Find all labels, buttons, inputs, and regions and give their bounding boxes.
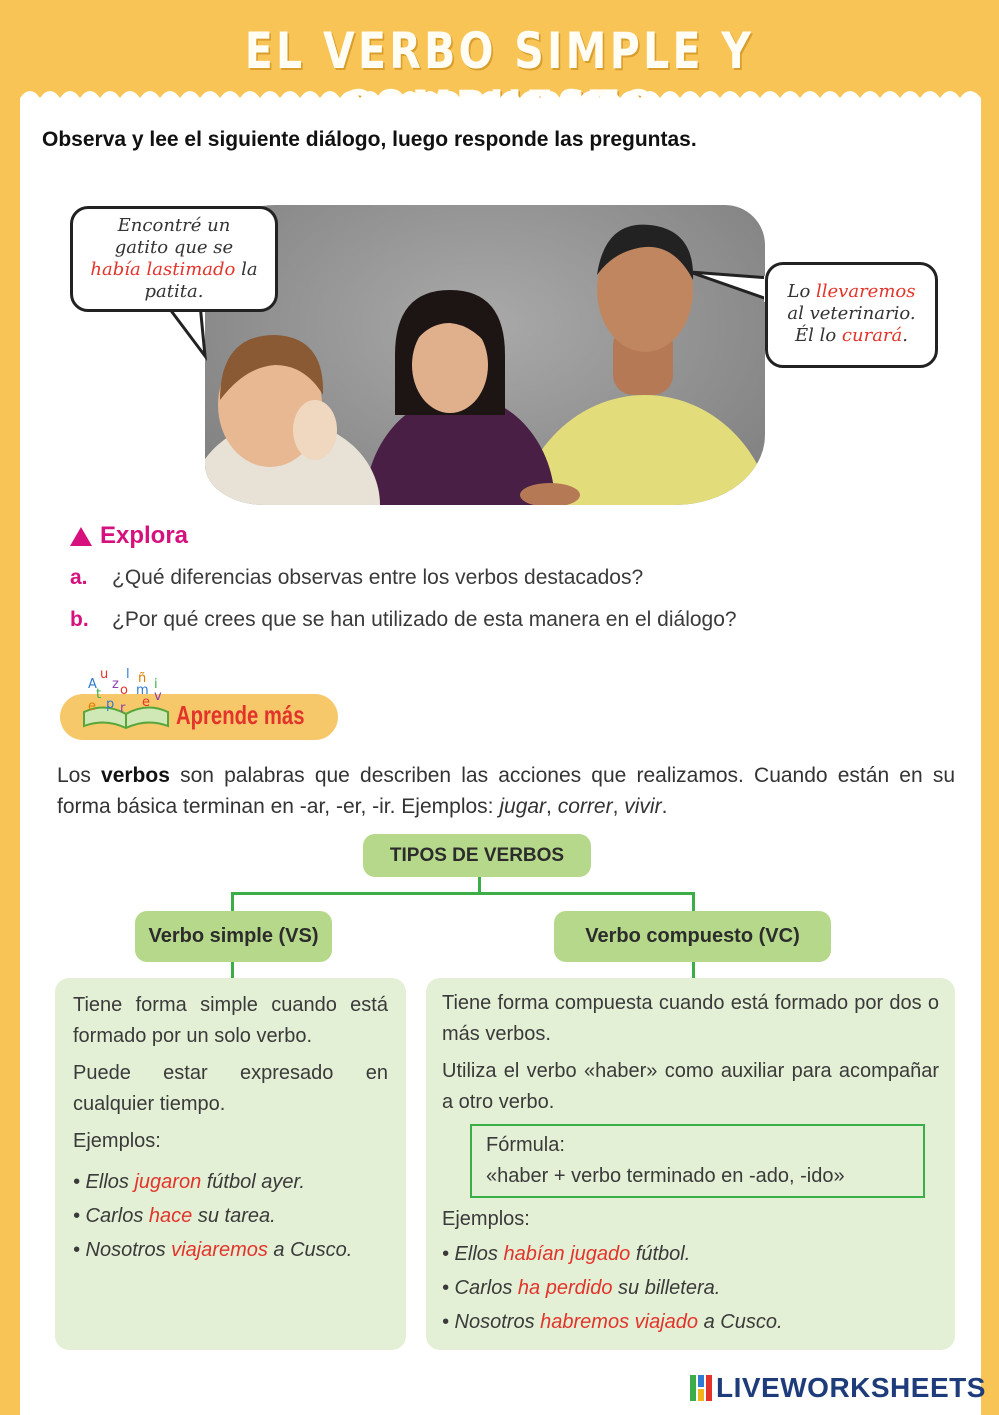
para-end: . (661, 795, 668, 818)
para-example-jugar: jugar (499, 795, 547, 818)
svg-text:i: i (154, 677, 158, 692)
para-example-vivir: vivir (624, 795, 662, 818)
compuesto-examples-label: Ejemplos: (442, 1208, 530, 1230)
triangle-icon (70, 527, 92, 546)
ex-pre: • Carlos (73, 1205, 149, 1227)
compuesto-example-1 (442, 1239, 939, 1270)
connector-right (692, 892, 695, 912)
svg-text:t: t (96, 687, 102, 702)
simple-desc-2: Puede estar expresado en cualquier tiempo. (73, 1062, 388, 1115)
question-a (70, 566, 643, 590)
family-photo (205, 205, 765, 505)
bubble-right-line3 (776, 325, 927, 347)
question-b-letter: b. (70, 608, 89, 631)
compuesto-example-3 (442, 1307, 939, 1338)
ex-pre: • Ellos (442, 1243, 504, 1265)
svg-text:o: o (120, 683, 128, 698)
ex-verb: jugaron (134, 1171, 202, 1193)
bubble-left-line3-rest: la (235, 259, 258, 280)
question-b-text: ¿Por qué crees que se han utilizado de esta manera en el diálogo? (112, 608, 737, 631)
connector-left-panel (231, 962, 234, 979)
formula-label: Fórmula: (486, 1134, 565, 1156)
formula-box (470, 1124, 925, 1198)
svg-text:p: p (106, 697, 115, 712)
bubble-right-line1 (776, 281, 927, 303)
speech-bubble-boy (70, 206, 278, 312)
question-a-letter: a. (70, 566, 88, 589)
compuesto-desc-2: Utiliza el verbo «haber» como auxiliar para acompañar a otro verbo. (442, 1060, 939, 1113)
highlighted-verb-curara: curará (841, 325, 903, 346)
ex-post: fútbol. (630, 1243, 691, 1265)
liveworksheets-text: LIVEWORKSHEETS (716, 1372, 986, 1403)
svg-text:l: l (126, 668, 130, 682)
ex-verb: habremos viajado (540, 1311, 699, 1333)
explora-heading (70, 522, 188, 550)
svg-text:e: e (142, 695, 150, 710)
speech-bubble-man (765, 262, 938, 368)
panel-verbo-simple (55, 978, 406, 1350)
para-sep-1: , (546, 795, 558, 818)
ex-pre: • Carlos (442, 1277, 518, 1299)
ex-verb: hace (148, 1205, 193, 1227)
svg-text:z: z (112, 677, 119, 692)
simple-desc-1: Tiene forma simple cuando está formado por un solo verbo. (73, 994, 388, 1047)
instruction-text: Observa y lee el siguiente diálogo, luego responde las preguntas. (42, 128, 697, 151)
bubble-left-line1: Encontré un (117, 215, 231, 236)
bubble-right-post3: . (902, 325, 909, 346)
simple-examples-label: Ejemplos: (73, 1130, 161, 1152)
simple-example-2 (73, 1201, 388, 1232)
ex-pre: • Ellos (73, 1171, 135, 1193)
para-bold-verbos: verbos (101, 764, 170, 787)
liveworksheets-icon (690, 1375, 712, 1401)
highlighted-verb-future: llevaremos (816, 281, 916, 302)
formula-text: «haber + verbo terminado en -ado, -ido» (486, 1165, 845, 1187)
family-illustration (205, 205, 765, 505)
ex-post: fútbol ayer. (201, 1171, 305, 1193)
simple-examples-list (73, 1167, 388, 1266)
scalloped-edge (0, 84, 999, 120)
verbo-simple-label: Verbo simple (VS) (135, 911, 332, 962)
ex-verb: ha perdido (517, 1277, 613, 1299)
bubble-left-tail (160, 304, 220, 364)
ex-post: su billetera. (612, 1277, 721, 1299)
compuesto-examples-list (442, 1239, 939, 1338)
svg-text:r: r (120, 701, 126, 716)
question-b (70, 608, 737, 632)
panel-verbo-compuesto (426, 978, 955, 1350)
ex-verb: viajaremos (171, 1239, 268, 1261)
ex-post: a Cusco. (698, 1311, 783, 1333)
ex-post: su tarea. (192, 1205, 276, 1227)
simple-example-1 (73, 1167, 388, 1198)
svg-text:ñ: ñ (138, 671, 147, 686)
bubble-right-pre3: Él lo (794, 325, 842, 346)
connector-right-panel (692, 962, 695, 979)
diagram-root: TIPOS DE VERBOS (363, 834, 591, 877)
book-icon (80, 668, 172, 734)
svg-text:A: A (88, 677, 97, 692)
svg-text:v: v (154, 689, 162, 704)
connector-left (231, 892, 234, 912)
para-text-1: Los (57, 764, 102, 787)
bubble-left-line4: patita. (144, 281, 204, 302)
para-sep-2: , (612, 795, 625, 818)
svg-text:e: e (88, 699, 96, 714)
svg-text:m: m (136, 683, 149, 698)
para-text-2: son palabras que describen las acciones que realizamos. Cuando están en su forma básica terminan en -ar, -er, -ir. Ejemplos: (57, 764, 955, 818)
compuesto-example-2 (442, 1273, 939, 1304)
para-example-correr: correr (557, 795, 613, 818)
simple-example-3 (73, 1235, 388, 1266)
liveworksheets-logo[interactable] (690, 1372, 986, 1404)
explora-label: Explora (100, 522, 189, 549)
compuesto-desc-1: Tiene forma compuesta cuando está formado por dos o más verbos. (442, 992, 939, 1045)
bubble-right-line2: al veterinario. (787, 303, 916, 324)
svg-text:u: u (100, 668, 109, 682)
question-a-text: ¿Qué diferencias observas entre los verbos destacados? (112, 566, 644, 589)
bubble-left-line3 (81, 259, 267, 281)
ex-pre: • Nosotros (442, 1311, 541, 1333)
highlighted-verb-compound: había lastimado (90, 259, 236, 280)
page-title: EL VERBO SIMPLE Y (244, 22, 755, 80)
ex-post: a Cusco. (267, 1239, 353, 1261)
intro-paragraph (57, 760, 955, 822)
verbo-compuesto-label: Verbo compuesto (VC) (554, 911, 831, 962)
aprende-label: Aprende más (176, 700, 305, 730)
bubble-right-tail (690, 270, 770, 310)
bubble-left-line2: gatito que se (114, 237, 234, 258)
ex-verb: habían jugado (503, 1243, 631, 1265)
bubble-right-pre1: Lo (787, 281, 817, 302)
connector-horizontal (231, 892, 695, 895)
ex-pre: • Nosotros (73, 1239, 172, 1261)
